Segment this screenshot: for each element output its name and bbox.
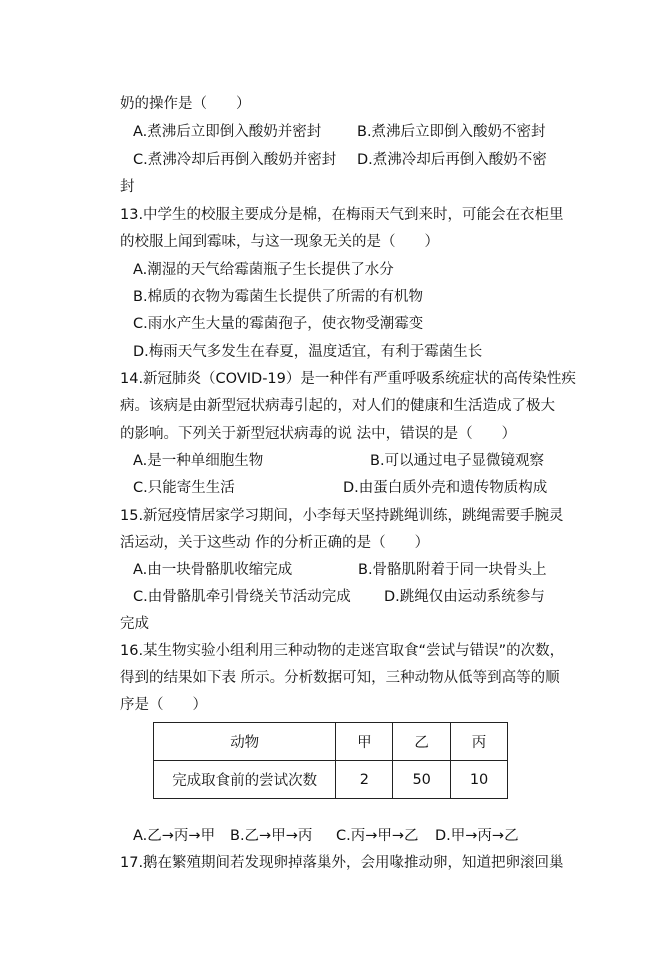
q16-option-d: D.甲→丙→乙 — [435, 828, 519, 844]
q16-stem-line1: 16.某生物实验小组利用三种动物的走迷宫取食“尝试与错误”的次数， — [120, 643, 565, 659]
q15-option-d-cont: 完成 — [120, 616, 149, 632]
table-row — [154, 761, 508, 799]
table-header-cell: 甲 — [336, 723, 393, 761]
table-cell: 10 — [451, 761, 508, 799]
q16-option-b: B.乙→甲→丙 — [230, 828, 313, 844]
table-header-cell: 动物 — [154, 723, 336, 761]
q16-option-a: A.乙→丙→甲 — [133, 828, 216, 844]
q12-stem-end: 奶的操作是（ ） — [120, 96, 251, 112]
q13-stem-line2: 的校服上闻到霉味，与这一现象无关的是（ ） — [120, 234, 439, 250]
q15-option-d: D.跳绳仅由运动系统参与 — [384, 589, 545, 605]
q15-option-c: C.由骨骼肌牵引骨绕关节活动完成 — [133, 589, 351, 605]
table-header-row — [154, 723, 508, 761]
q12-option-a: A.煮沸后立即倒入酸奶并密封 — [133, 124, 322, 140]
trial-count-table — [153, 722, 508, 799]
q17-stem-line1: 17.鹅在繁殖期间若发现卵掉落巢外，会用喙推动卵，知道把卵滚回巢 — [120, 855, 564, 871]
table-cell: 50 — [393, 761, 451, 799]
q12-option-b: B.煮沸后立即倒入酸奶不密封 — [357, 124, 546, 140]
q16-stem-line3: 序是（ ） — [120, 697, 207, 713]
q14-stem-line2: 病。该病是由新型冠状病毒引起的，对人们的健康和生活造成了极大 — [120, 398, 555, 414]
q14-option-a: A.是一种单细胞生物 — [133, 453, 264, 469]
q16-option-c: C.丙→甲→乙 — [336, 828, 419, 844]
q14-stem-line1: 14.新冠肺炎（COVID-19）是一种伴有严重呼吸系统症状的高传染性疾 — [120, 371, 576, 387]
q15-stem-line1: 15.新冠疫情居家学习期间，小李每天坚持跳绳训练，跳绳需要手腕灵 — [120, 508, 564, 524]
q15-option-a: A.由一块骨骼肌收缩完成 — [133, 562, 293, 578]
q16-stem-line2: 得到的结果如下表 所示。分析数据可知，三种动物从低等到高等的顺 — [120, 670, 560, 686]
q15-option-b: B.骨骼肌附着于同一块骨头上 — [358, 562, 547, 578]
table-header-cell: 乙 — [393, 723, 451, 761]
q15-stem-line2: 活运动，关于这些动 作的分析正确的是（ ） — [120, 535, 430, 551]
table-row-label: 完成取食前的尝试次数 — [154, 761, 336, 799]
q12-option-d: D.煮沸冷却后再倒入酸奶不密 — [357, 152, 547, 168]
q13-option-d: D.梅雨天气多发生在春夏，温度适宜，有利于霉菌生长 — [133, 344, 483, 360]
table-header-cell: 丙 — [451, 723, 508, 761]
q13-option-b: B.棉质的衣物为霉菌生长提供了所需的有机物 — [133, 289, 424, 305]
q13-stem-line1: 13.中学生的校服主要成分是棉，在梅雨天气到来时，可能会在衣柜里 — [120, 207, 564, 223]
table-cell: 2 — [336, 761, 393, 799]
q12-option-d-cont: 封 — [120, 179, 135, 195]
q14-stem-line3: 的影响。下列关于新型冠状病毒的说 法中，错误的是（ ） — [120, 426, 517, 442]
q14-option-d: D.由蛋白质外壳和遗传物质构成 — [343, 480, 548, 496]
q13-option-c: C.雨水产生大量的霉菌孢子，使衣物受潮霉变 — [133, 316, 424, 332]
q12-option-c: C.煮沸冷却后再倒入酸奶并密封 — [133, 152, 337, 168]
q14-option-b: B.可以通过电子显微镜观察 — [370, 453, 545, 469]
q14-option-c: C.只能寄生生活 — [133, 480, 235, 496]
q13-option-a: A.潮湿的天气给霉菌瓶子生长提供了水分 — [133, 262, 394, 278]
